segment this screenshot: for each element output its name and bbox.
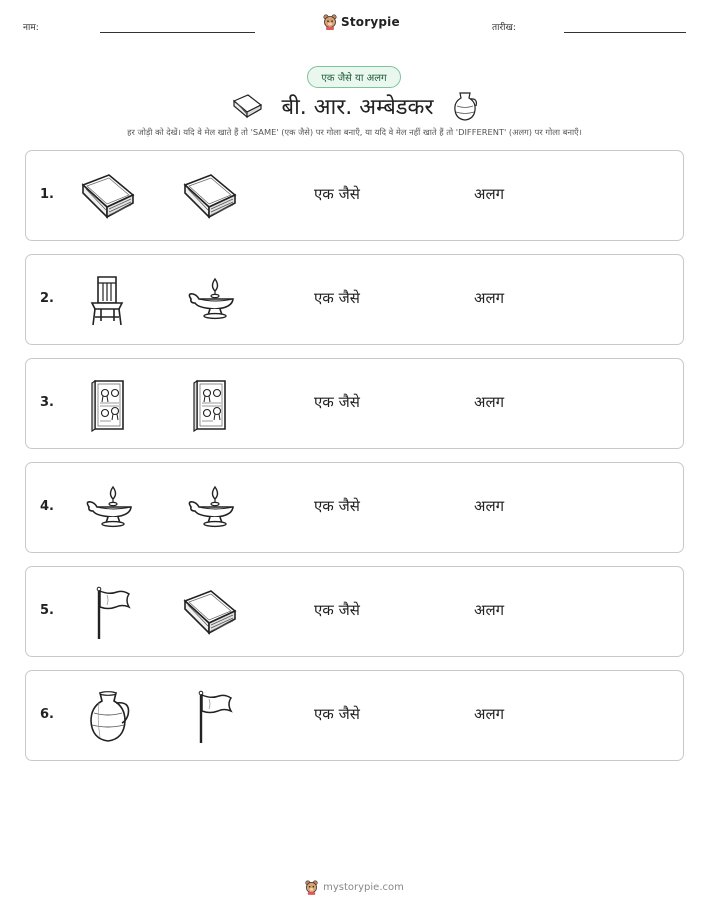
flag-icon bbox=[78, 583, 138, 643]
name-line[interactable] bbox=[100, 32, 255, 33]
certificate-book-icon bbox=[78, 375, 138, 435]
jug-icon bbox=[78, 687, 138, 747]
option-same[interactable]: एक जैसे bbox=[314, 497, 360, 515]
book-icon bbox=[230, 92, 264, 120]
question-number: 3. bbox=[40, 395, 54, 410]
question-row-6 bbox=[25, 670, 684, 761]
name-label: नाम: bbox=[23, 23, 39, 33]
date-line[interactable] bbox=[564, 32, 686, 33]
question-row-5 bbox=[25, 566, 684, 657]
option-different[interactable]: अलग bbox=[474, 289, 505, 307]
option-different[interactable]: अलग bbox=[474, 497, 505, 515]
certificate-book-icon bbox=[180, 375, 240, 435]
question-row-3 bbox=[25, 358, 684, 449]
question-number: 6. bbox=[40, 707, 54, 722]
brand-logo bbox=[323, 14, 400, 30]
option-different[interactable]: अलग bbox=[474, 185, 505, 203]
oil-lamp-icon bbox=[180, 271, 240, 331]
option-different[interactable]: अलग bbox=[474, 601, 505, 619]
page-title: बी. आर. अम्बेडकर bbox=[281, 95, 434, 120]
activity-badge: एक जैसे या अलग bbox=[307, 66, 401, 88]
instructions: हर जोड़ी को देखें। यदि वे मेल खाते हैं तो 'SAME' (एक जैसे) पर गोला बनाएँ, या यदि वे मेल नहीं खाते हैं तो 'DIFFERENT' (अलग) पर गोला बनाएँ। bbox=[127, 127, 582, 137]
footer-url: mystorypie.com bbox=[323, 882, 404, 893]
title-row bbox=[0, 88, 709, 124]
option-same[interactable]: एक जैसे bbox=[314, 393, 360, 411]
book-icon bbox=[180, 167, 240, 227]
oil-lamp-icon bbox=[180, 479, 240, 539]
bear-face-icon bbox=[305, 880, 318, 895]
question-row-4 bbox=[25, 462, 684, 553]
footer bbox=[0, 880, 709, 895]
chair-icon bbox=[78, 271, 138, 331]
date-label: तारीख: bbox=[492, 23, 516, 33]
question-row-2 bbox=[25, 254, 684, 345]
option-same[interactable]: एक जैसे bbox=[314, 289, 360, 307]
book-icon bbox=[78, 167, 138, 227]
question-number: 2. bbox=[40, 291, 54, 306]
brand-name: Storypie bbox=[341, 15, 400, 29]
option-same[interactable]: एक जैसे bbox=[314, 705, 360, 723]
question-number: 5. bbox=[40, 603, 54, 618]
bear-face-icon bbox=[323, 14, 337, 30]
question-row-1 bbox=[25, 150, 684, 241]
flag-icon bbox=[180, 687, 240, 747]
option-same[interactable]: एक जैसे bbox=[314, 601, 360, 619]
jug-icon bbox=[451, 90, 479, 122]
option-same[interactable]: एक जैसे bbox=[314, 185, 360, 203]
question-number: 4. bbox=[40, 499, 54, 514]
option-different[interactable]: अलग bbox=[474, 393, 505, 411]
question-number: 1. bbox=[40, 187, 54, 202]
option-different[interactable]: अलग bbox=[474, 705, 505, 723]
book-icon bbox=[180, 583, 240, 643]
oil-lamp-icon bbox=[78, 479, 138, 539]
